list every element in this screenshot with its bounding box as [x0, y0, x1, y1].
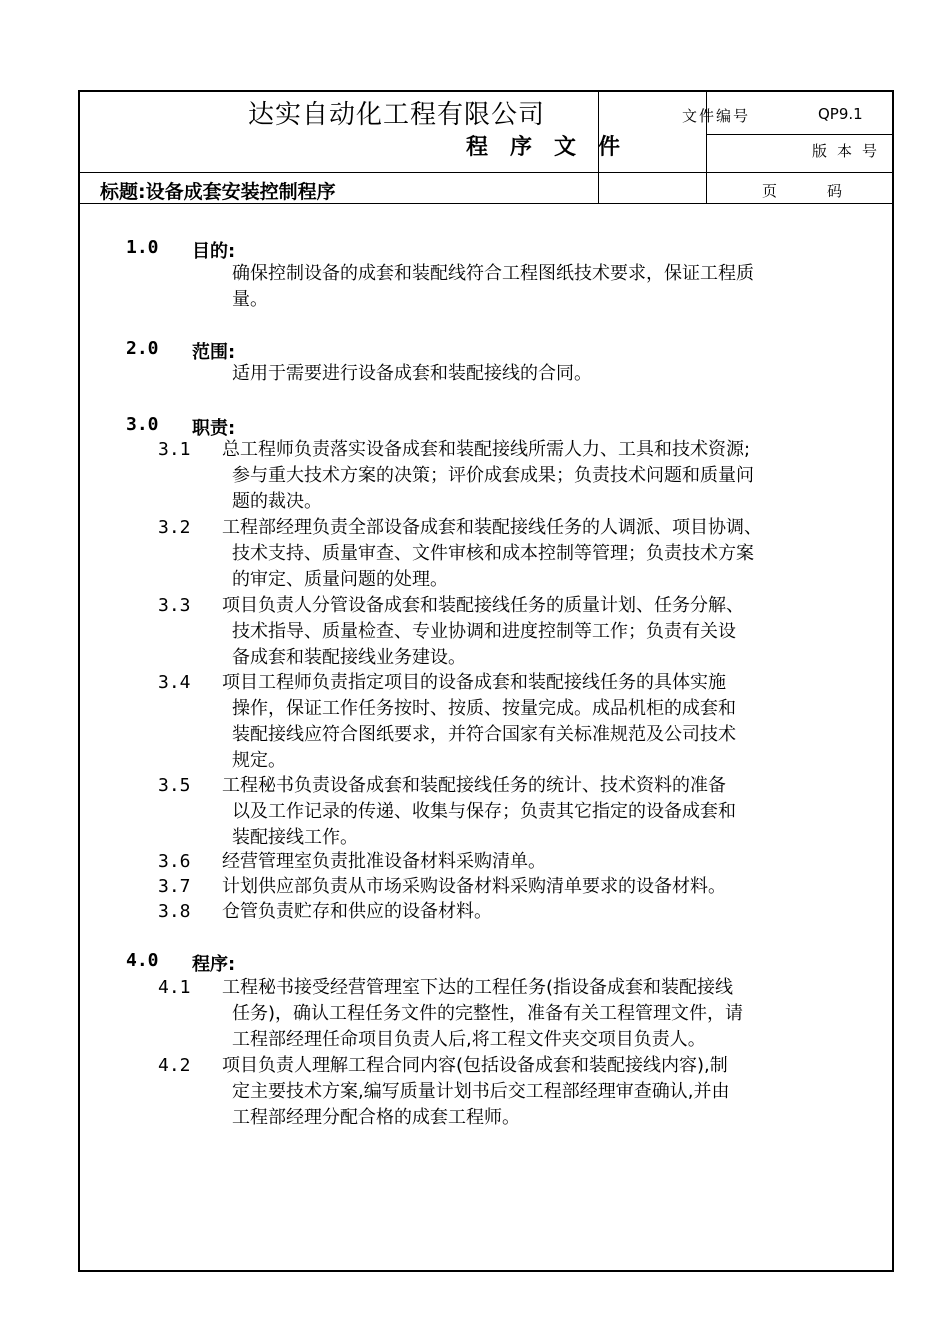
item-text-line: 装配接线工作。 — [232, 827, 358, 848]
item-text-line: 仓管负责贮存和供应的设备材料。 — [222, 901, 492, 922]
item-text-line: 以及工作记录的传递、收集与保存；负责其它指定的设备成套和 — [232, 801, 736, 822]
document-title: 标题:设备成套安装控制程序 — [100, 181, 336, 203]
doc-number-label: 文件编号 — [682, 107, 751, 125]
item-number: 3.1 — [158, 439, 191, 460]
item-text-line: 项目负责人分管设备成套和装配接线任务的质量计划、任务分解、 — [222, 595, 744, 616]
item-number: 3.5 — [158, 775, 191, 796]
doc-no-divider — [706, 134, 892, 135]
item-text-line: 技术指导、质量检查、专业协调和进度控制等工作；负责有关设 — [232, 621, 736, 642]
item-number: 3.3 — [158, 595, 191, 616]
section-number: 1.0 — [126, 237, 159, 258]
item-number: 4.2 — [158, 1055, 191, 1076]
item-text-line: 总工程师负责落实设备成套和装配接线所需人力、工具和技术资源; — [222, 439, 751, 460]
version-label: 版本号 — [812, 142, 888, 160]
item-text-line: 的审定、质量问题的处理。 — [232, 569, 448, 590]
header-bottom-line — [80, 172, 892, 173]
item-text-line: 计划供应部负责从市场采购设备材料采购清单要求的设备材料。 — [222, 876, 726, 897]
section-title: 目的: — [192, 241, 236, 262]
doc-number-value: QP9.1 — [818, 105, 863, 123]
page-label: 页码 — [762, 182, 893, 200]
item-text-line: 题的裁决。 — [232, 491, 322, 512]
item-text-line: 经营管理室负责批准设备材料采购清单。 — [222, 851, 546, 872]
item-number: 4.1 — [158, 977, 191, 998]
document-type: 程序文件 — [466, 134, 643, 160]
company-name: 达实自动化工程有限公司 — [248, 100, 546, 130]
item-text-line: 定主要技术方案,编写质量计划书后交工程部经理审查确认,并由 — [232, 1081, 730, 1102]
item-text-line: 参与重大技术方案的决策；评价成套成果；负责技术问题和质量问 — [232, 465, 754, 486]
section-text-line: 确保控制设备的成套和装配线符合工程图纸技术要求，保证工程质 — [232, 263, 754, 284]
item-text-line: 装配接线应符合图纸要求，并符合国家有关标准规范及公司技术 — [232, 724, 736, 745]
document-frame — [78, 90, 894, 1272]
section-title: 范围: — [192, 342, 236, 363]
item-text-line: 任务)，确认工程任务文件的完整性，准备有关工程管理文件，请 — [232, 1003, 744, 1024]
item-text-line: 工程部经理负责全部设备成套和装配接线任务的人调派、项目协调、 — [222, 517, 762, 538]
item-number: 3.4 — [158, 672, 191, 693]
item-text-line: 操作，保证工作任务按时、按质、按量完成。成品机柜的成套和 — [232, 698, 736, 719]
section-text-line: 量。 — [232, 289, 268, 310]
item-text-line: 工程部经理任命项目负责人后,将工程文件夹交项目负责人。 — [232, 1029, 706, 1050]
item-text-line: 项目负责人理解工程合同内容(包括设备成套和装配接线内容),制 — [222, 1055, 728, 1076]
item-text-line: 工程部经理分配合格的成套工程师。 — [232, 1107, 520, 1128]
section-title: 职责: — [192, 418, 236, 439]
item-number: 3.7 — [158, 876, 191, 897]
section-number: 2.0 — [126, 338, 159, 359]
item-text-line: 备成套和装配接线业务建设。 — [232, 647, 466, 668]
item-text-line: 规定。 — [232, 750, 286, 771]
item-number: 3.2 — [158, 517, 191, 538]
item-text-line: 工程秘书接受经营管理室下达的工程任务(指设备成套和装配接线 — [222, 977, 734, 998]
item-number: 3.6 — [158, 851, 191, 872]
section-number: 4.0 — [126, 950, 159, 971]
section-text-line: 适用于需要进行设备成套和装配接线的合同。 — [232, 363, 592, 384]
item-text-line: 技术支持、质量审查、文件审核和成本控制等管理；负责技术方案 — [232, 543, 754, 564]
section-title: 程序: — [192, 954, 236, 975]
item-number: 3.8 — [158, 901, 191, 922]
item-text-line: 工程秘书负责设备成套和装配接线任务的统计、技术资料的准备 — [222, 775, 726, 796]
item-text-line: 项目工程师负责指定项目的设备成套和装配接线任务的具体实施 — [222, 672, 726, 693]
section-number: 3.0 — [126, 414, 159, 435]
